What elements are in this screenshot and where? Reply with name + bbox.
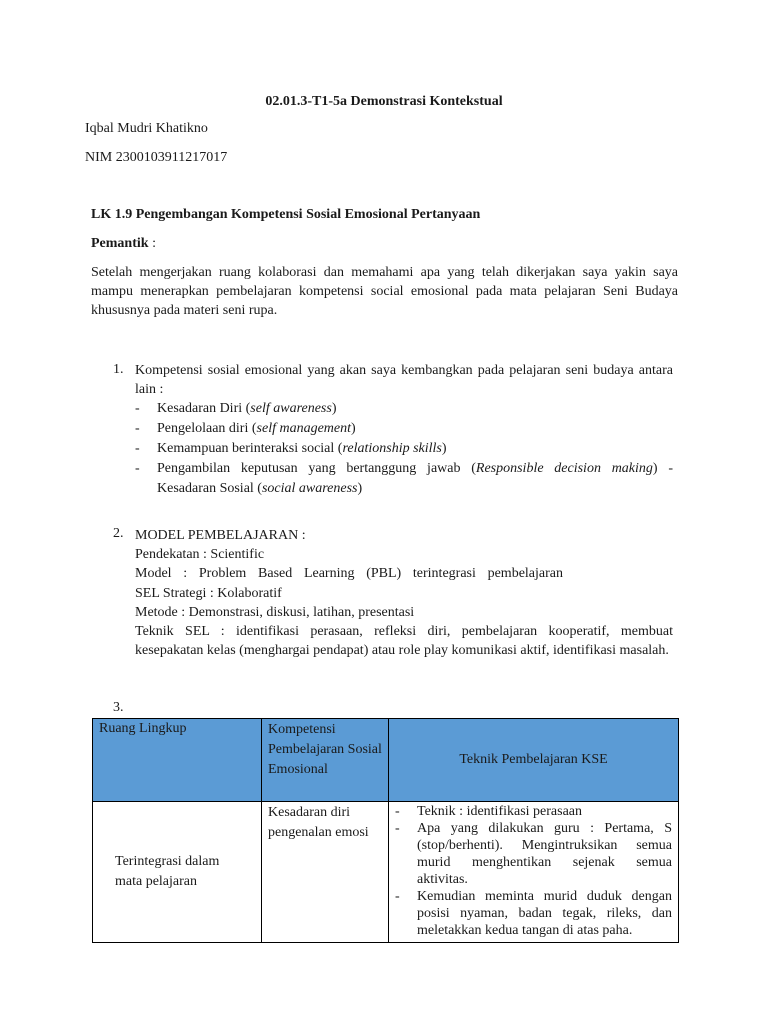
header-competence: Kompetensi Pembelajaran Sosial Emosional [262, 719, 389, 802]
technique-item [395, 803, 672, 820]
bullet-emphasis: self management [256, 421, 352, 436]
student-id: NIM 2300103911217017 [85, 150, 228, 165]
bullet-text-end: ) [351, 421, 356, 436]
header-technique: Teknik Pembelajaran KSE [389, 719, 679, 802]
bullet-emphasis: Responsible decision making [475, 461, 653, 476]
technique-text: Apa yang dilakukan guru : Pertama, S (stop/berhenti). Mengintruksikan semua murid menghentikan sejenak semua aktivitas. [417, 821, 672, 887]
technique-item [395, 820, 672, 888]
author-name: Iqbal Mudri Khatikno [85, 121, 208, 136]
bullet-text-end: ) [331, 401, 337, 416]
bullet-dash: - [135, 401, 140, 416]
table-row [93, 802, 679, 943]
table-header-row [93, 719, 679, 802]
lk-heading: LK 1.9 Pengembangan Kompetensi Sosial Emosional Pertanyaan [91, 207, 481, 222]
bullet-text: Pengelolaan diri ( [157, 421, 257, 436]
item-2-body [135, 526, 673, 660]
item-2-number: 2. [113, 526, 124, 541]
item-1-body [135, 361, 673, 499]
bullet-emphasis: self awareness [250, 401, 332, 416]
pemantik-label-row [91, 236, 156, 252]
pemantik-label: Pemantik [91, 236, 149, 251]
model-heading: MODEL PEMBELAJARAN : [135, 528, 306, 543]
bullet-text-end: ) [441, 441, 447, 456]
item-1-bullet [135, 399, 673, 419]
bullet-dash: - [135, 461, 140, 476]
cell-techniques [389, 802, 679, 943]
technique-dash: - [395, 821, 400, 836]
technique-dash: - [395, 804, 400, 819]
model-model: Model : Problem Based Learning (PBL) terintegrasi pembelajaran [135, 566, 563, 582]
item-1-bullet [135, 439, 673, 459]
item-1-number: 1. [113, 362, 124, 377]
bullet-text: Pengambilan keputusan yang bertanggung jawab ( [157, 461, 476, 476]
header-scope: Ruang Lingkup [93, 719, 262, 802]
pemantik-paragraph: Setelah mengerjakan ruang kolaborasi dan memahami apa yang telah dikerjakan saya yakin saya mampu menerapkan pembelajaran kompetensi social emosional pada mata pelajaran Seni Budaya khususnya pada materi seni rupa. [91, 265, 678, 318]
model-approach: Pendekatan : Scientific [135, 547, 265, 563]
technique-text: Teknik : identifikasi perasaan [417, 804, 583, 819]
item-1-bullet [135, 419, 673, 439]
bullet-dash: - [135, 421, 140, 436]
item-1-bullet [135, 459, 673, 499]
technique-item [395, 888, 672, 939]
cell-competence: Kesadaran diri pengenalan emosi [262, 802, 389, 943]
bullet-text-mid: ) - Kesadaran Sosial ( [157, 461, 673, 496]
cell-scope: Terintegrasi dalam mata pelajaran [93, 802, 262, 943]
model-sel-strategy: SEL Strategi : Kolaboratif [135, 585, 282, 601]
model-teknik-sel: Teknik SEL : identifikasi perasaan, refleksi diri, pembelajaran kooperatif, membuat kesepakatan kelas (menghargai pendapat) atau role play komunikasi aktif, identifikasi masalah. [135, 624, 673, 659]
bullet-text-end: ) [357, 481, 363, 496]
bullet-text: Kemampuan berinteraksi social ( [157, 441, 343, 456]
bullet-dash: - [135, 441, 140, 456]
bullet-emphasis-2: social awareness [261, 481, 358, 496]
model-method: Metode : Demonstrasi, diskusi, latihan, presentasi [135, 604, 415, 620]
technique-dash: - [395, 889, 400, 904]
bullet-text: Kesadaran Diri ( [157, 401, 251, 416]
item-1-intro: Kompetensi sosial emosional yang akan saya kembangkan pada pelajaran seni budaya antara lain : [135, 363, 673, 397]
technique-text: Kemudian meminta murid duduk dengan posisi nyaman, badan tegak, rileks, dan meletakkan kedua tangan di atas paha. [417, 889, 672, 938]
kse-table [92, 718, 679, 943]
document-title: 02.01.3-T1-5a Demonstrasi Kontekstual [265, 94, 503, 109]
item-3-number: 3. [113, 700, 124, 715]
bullet-emphasis: relationship skills [342, 441, 442, 456]
pemantik-colon: : [148, 236, 156, 251]
